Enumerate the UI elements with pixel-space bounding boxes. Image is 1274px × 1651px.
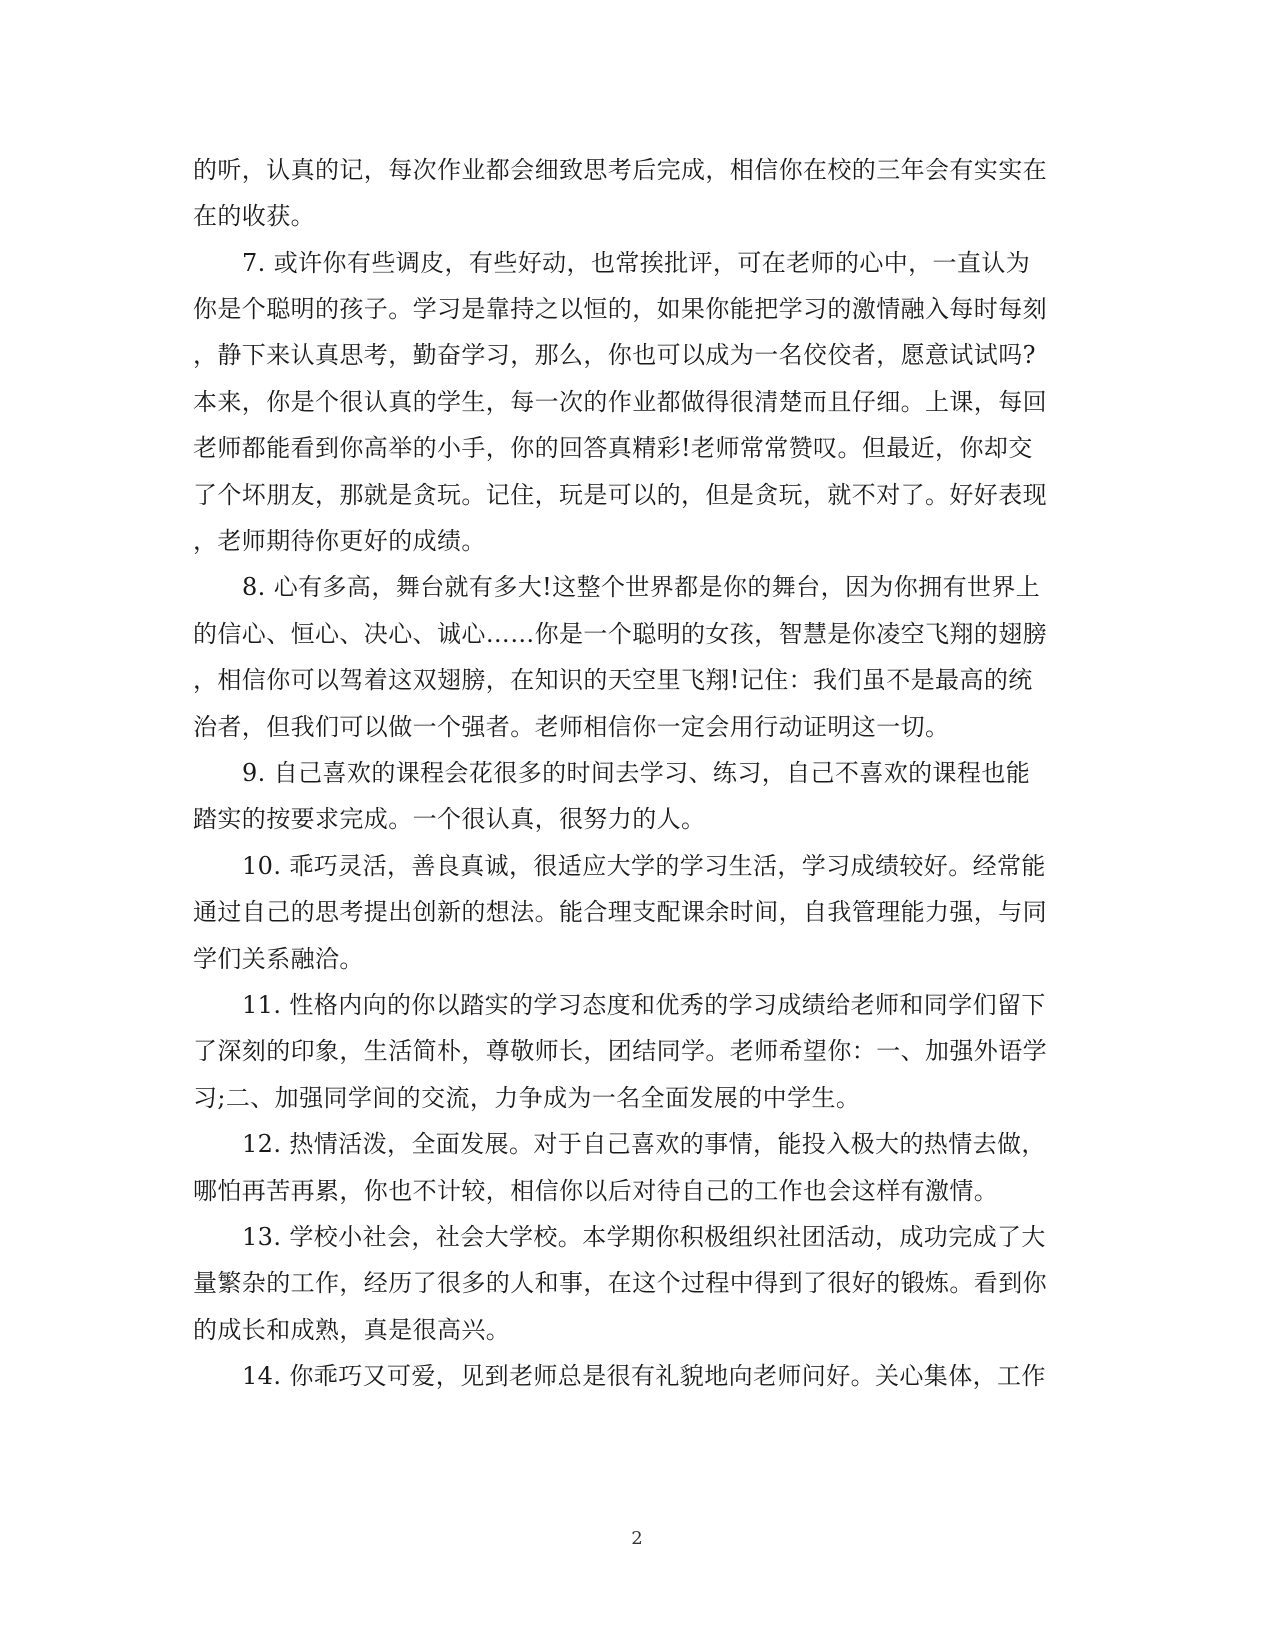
text-line: 9. 自己喜欢的课程会花很多的时间去学习、练习，自己不喜欢的课程也能 (242, 759, 1031, 787)
text-line: 量繁杂的工作，经历了很多的人和事，在这个过程中得到了很好的锻炼。看到你 (193, 1269, 1047, 1297)
text-line: 7. 或许你有些调皮，有些好动，也常挨批评，可在老师的心中，一直认为 (242, 249, 1031, 277)
text-line: 的信心、恒心、决心、诚心……你是一个聪明的女孩，智慧是你凌空飞翔的翅膀 (193, 620, 1047, 648)
page-number: 2 (631, 1528, 643, 1549)
text-line: 14. 你乖巧又可爱，见到老师总是很有礼貌地向老师问好。关心集体，工作 (242, 1362, 1046, 1390)
text-line: 13. 学校小社会，社会大学校。本学期你积极组织社团活动，成功完成了大 (242, 1223, 1046, 1251)
text-line: 学们关系融洽。 (193, 945, 364, 973)
text-line: 10. 乖巧灵活，善良真诚，很适应大学的学习生活，学习成绩较好。经常能 (242, 852, 1046, 880)
text-line: 习;二、加强同学间的交流，力争成为一名全面发展的中学生。 (193, 1084, 861, 1112)
text-line: 的听，认真的记，每次作业都会细致思考后完成，相信你在校的三年会有实实在 (193, 156, 1047, 184)
text-line: 在的收获。 (193, 202, 315, 230)
text-line: 了深刻的印象，生活简朴，尊敬师长，团结同学。老师希望你：一、加强外语学 (193, 1037, 1047, 1065)
text-line: 12. 热情活泼，全面发展。对于自己喜欢的事情，能投入极大的热情去做， (242, 1130, 1046, 1158)
text-line: 哪怕再苦再累，你也不计较，相信你以后对待自己的工作也会这样有激情。 (193, 1177, 999, 1205)
text-line: 11. 性格内向的你以踏实的学习态度和优秀的学习成绩给老师和同学们留下 (242, 991, 1046, 1019)
text-line: 老师都能看到你高举的小手，你的回答真精彩!老师常常赞叹。但最近，你却交 (193, 434, 1033, 462)
text-line: 了个坏朋友，那就是贪玩。记住，玩是可以的，但是贪玩，就不对了。好好表现 (193, 481, 1047, 509)
text-line: 的成长和成熟，真是很高兴。 (193, 1316, 511, 1344)
text-line: 治者，但我们可以做一个强者。老师相信你一定会用行动证明这一切。 (193, 713, 950, 741)
text-line: 通过自己的思考提出创新的想法。能合理支配课余时间，自我管理能力强，与同 (193, 898, 1047, 926)
text-line: 踏实的按要求完成。一个很认真，很努力的人。 (193, 805, 706, 833)
text-line: ，静下来认真思考，勤奋学习，那么，你也可以成为一名佼佼者，愿意试试吗? (193, 341, 1036, 369)
text-line: 8. 心有多高，舞台就有多大!这整个世界都是你的舞台，因为你拥有世界上 (242, 573, 1041, 601)
text-line: 本来，你是个很认真的学生，每一次的作业都做得很清楚而且仔细。上课，每回 (193, 388, 1047, 416)
text-line: ，相信你可以驾着这双翅膀，在知识的天空里飞翔!记住：我们虽不是最高的统 (193, 666, 1033, 694)
text-line: 你是个聪明的孩子。学习是靠持之以恒的，如果你能把学习的激情融入每时每刻 (193, 295, 1047, 323)
text-line: ，老师期待你更好的成绩。 (193, 527, 486, 555)
